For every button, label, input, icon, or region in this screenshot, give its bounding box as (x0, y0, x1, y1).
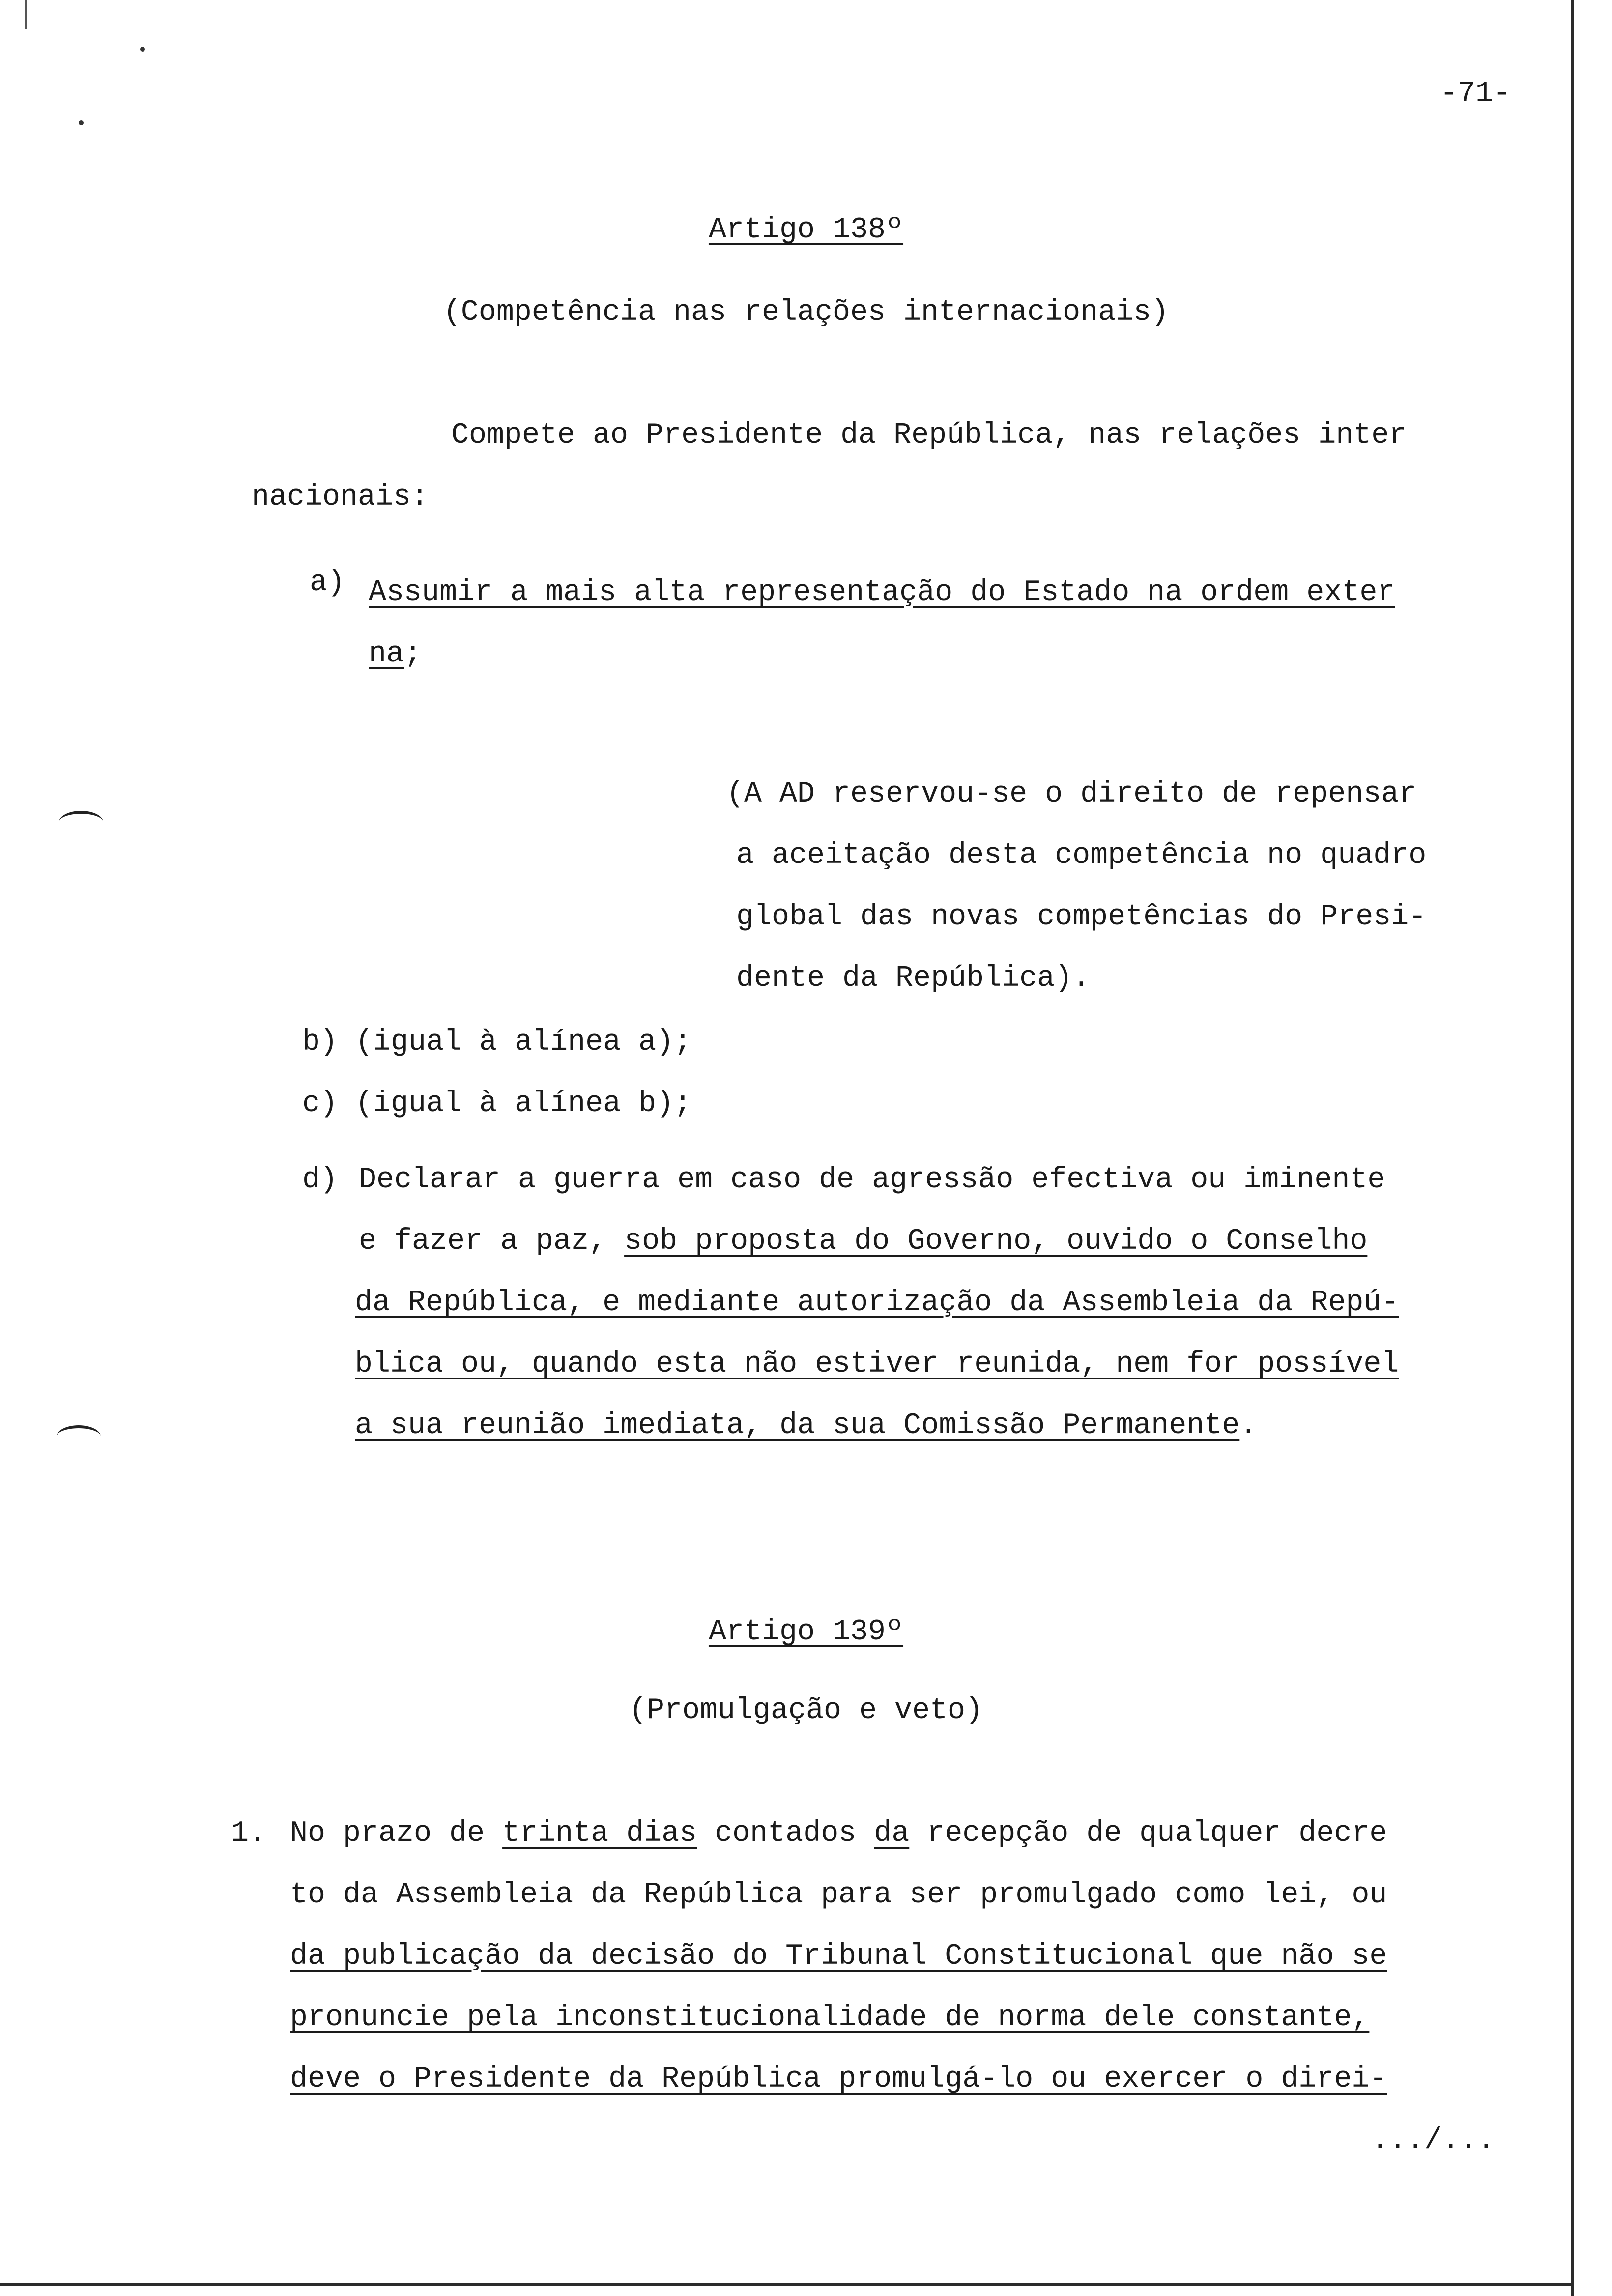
paragraph-1-marker: 1. (231, 1817, 267, 1850)
article-138-heading: Artigo 138º (708, 213, 904, 247)
paragraph-1-line-1: No prazo de trinta dias contados da recepção de qualquer decre (290, 1817, 1387, 1850)
paragraph-1-line-5: deve o Presidente da República promulgá-lo ou exercer o direi- (290, 2063, 1387, 2096)
item-d-line-5: a sua reunião imediata, da sua Comissão Permanente. (355, 1409, 1258, 1442)
item-d-line-1: Declarar a guerra em caso de agressão efectiva ou iminente (359, 1163, 1385, 1197)
item-d-line-2: e fazer a paz, sob proposta do Governo, ouvido o Conselho (359, 1225, 1368, 1258)
paragraph-1-line-2: to da Assembleia da República para ser promulgado como lei, ou (290, 1878, 1387, 1912)
item-a-line-2: na; (369, 637, 422, 671)
page-number: -71- (1440, 77, 1511, 111)
ad-note-line-3: global das novas competências do Presi- (736, 900, 1427, 934)
article-138-intro-line-1: Compete ao Presidente da República, nas relações inter (451, 419, 1407, 452)
paragraph-1-line-4: pronuncie pela inconstitucionalidade de norma dele constante, (290, 2001, 1370, 2035)
item-d-line-3: da República, e mediante autorização da Assembleia da Repú- (355, 1286, 1399, 1320)
item-a-line-1: Assumir a mais alta representação do Estado na ordem exter (369, 576, 1395, 609)
article-139-heading: Artigo 139º (708, 1615, 904, 1649)
paragraph-1-line-3: da publicação da decisão do Tribunal Constitucional que não se (290, 1940, 1387, 1973)
scan-edge-bottom (0, 2283, 1573, 2286)
ad-note-line-2: a aceitação desta competência no quadro (736, 839, 1427, 872)
scan-edge-top-left (25, 0, 27, 29)
continuation-marker: .../... (1371, 2124, 1496, 2157)
binding-hole-mark (57, 1425, 101, 1448)
item-a-marker: a) (310, 566, 345, 600)
scan-edge-right (1571, 0, 1574, 2296)
article-138-subtitle: (Competência nas relações internacionais) (443, 296, 1169, 329)
item-d-marker: d) (302, 1163, 338, 1197)
item-c: c) (igual à alínea b); (302, 1087, 692, 1120)
scan-speck (140, 47, 145, 52)
ad-note-line-1: (A AD reservou-se o direito de repensar (726, 777, 1417, 811)
scan-speck (79, 120, 84, 125)
article-138-intro-line-2: nacionais: (252, 481, 429, 514)
item-b: b) (igual à alínea a); (302, 1026, 692, 1059)
binding-hole-mark (59, 811, 103, 833)
item-d-line-4: blica ou, quando esta não estiver reunida, nem for possível (355, 1348, 1399, 1381)
ad-note-line-4: dente da República). (736, 962, 1091, 995)
article-139-subtitle: (Promulgação e veto) (629, 1694, 983, 1727)
